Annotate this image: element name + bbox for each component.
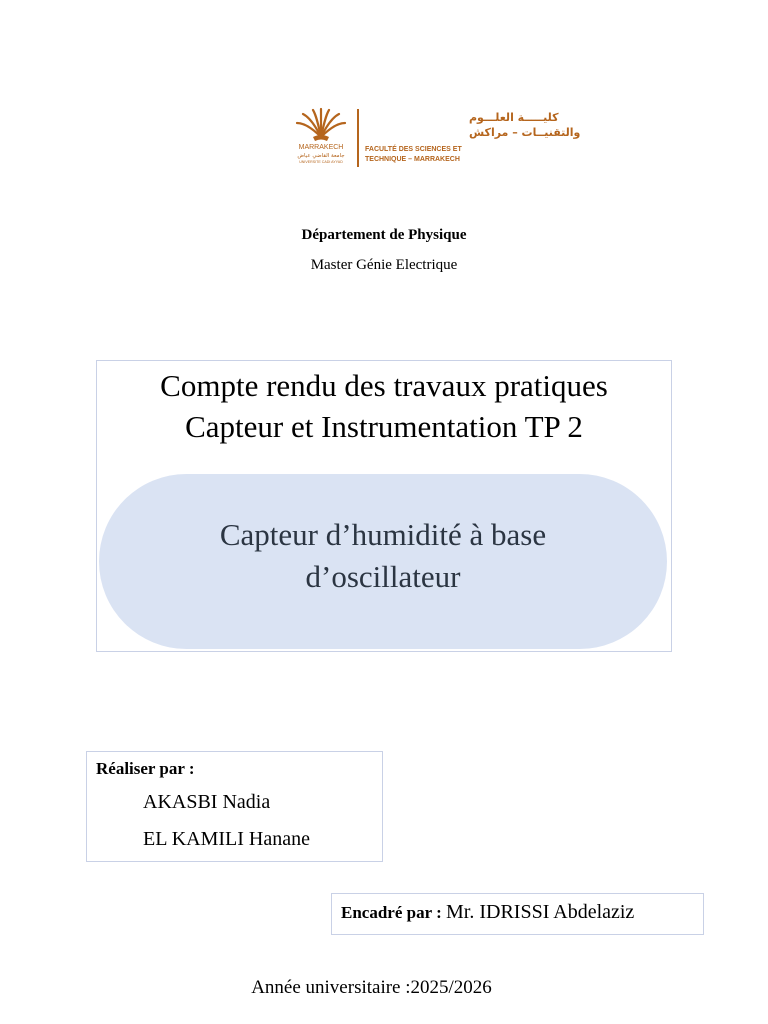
department-heading: Département de Physique [301, 227, 467, 243]
academic-year: Année universitaire :2025/2026 [251, 977, 492, 998]
authors-box [86, 751, 383, 862]
master-program: Master Génie Electrique [310, 257, 458, 273]
supervisor-line [341, 901, 634, 924]
faculty-emblem-icon [283, 103, 581, 171]
author-name: EL KAMILI Hanane [143, 828, 310, 850]
subject-line2: d’oscillateur [305, 559, 461, 594]
report-title-line1: Compte rendu des travaux pratiques [160, 368, 608, 403]
authors-label: Réaliser par : [96, 759, 195, 778]
supervisor-label: Encadré par : [341, 903, 446, 922]
logo-latin-line1: FACULTÉ DES SCIENCES ET [365, 146, 462, 153]
author-name: AKASBI Nadia [143, 791, 271, 813]
logo-univ-arabic-text: جامعة القاضي عياض [297, 153, 345, 159]
report-title-line2: Capteur et Instrumentation TP 2 [185, 409, 583, 444]
supervisor-name: Mr. IDRISSI Abdelaziz [446, 901, 635, 923]
faculty-logo [283, 103, 581, 171]
logo-arabic-line2: والتقنيــات – مراكش [469, 126, 581, 139]
logo-latin-line2: TECHNIQUE – MARRAKECH [365, 156, 460, 163]
logo-arabic-line1: كليـــــة العلـــوم [469, 111, 559, 124]
subject-line1: Capteur d’humidité à base [219, 517, 547, 552]
logo-city-text: MARRAKECH [298, 144, 344, 151]
subject-pill [99, 474, 667, 649]
logo-univ-latin-text: UNIVERSITE CADI AYYAD [299, 160, 343, 164]
title-box [96, 360, 672, 652]
supervisor-box [331, 893, 704, 935]
